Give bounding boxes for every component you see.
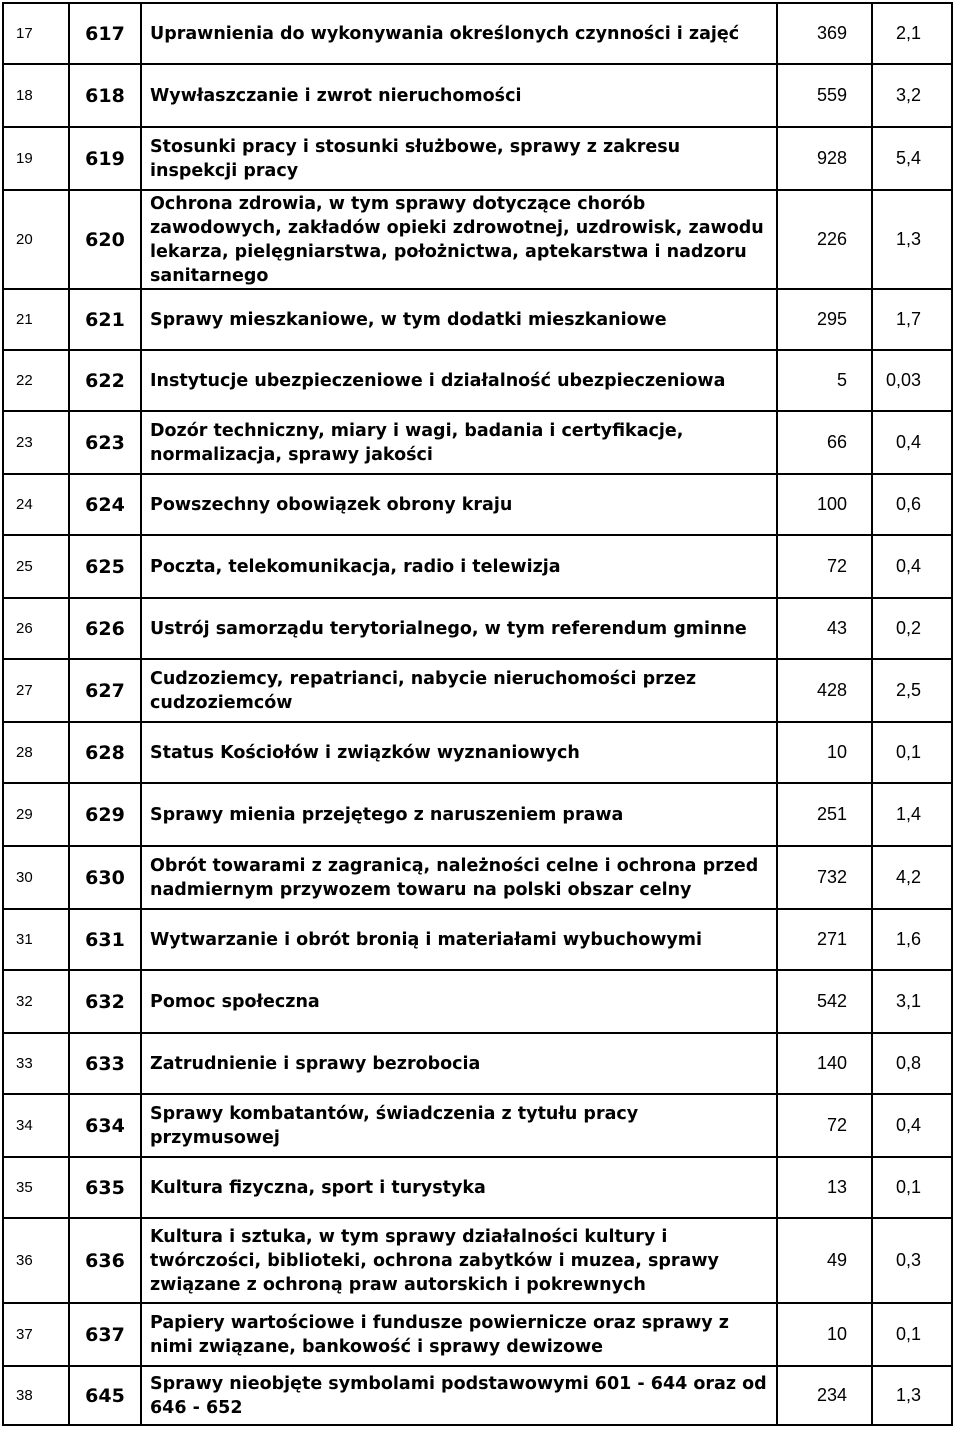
case-description: Poczta, telekomunikacja, radio i telewizja [141,535,777,598]
case-count: 43 [777,598,872,659]
case-description: Zatrudnienie i sprawy bezrobocia [141,1033,777,1094]
table-row [3,846,952,909]
case-count: 295 [777,289,872,350]
case-description: Obrót towarami z zagranicą, należności celne i ochrona przed nadmiernym przywozem towaru na polski obszar celny [141,846,777,909]
case-count: 49 [777,1218,872,1303]
symbol-code: 625 [69,535,141,598]
row-number: 19 [3,127,69,190]
table-row [3,783,952,846]
row-number: 25 [3,535,69,598]
case-description: Instytucje ubezpieczeniowe i działalność ubezpieczeniowa [141,350,777,411]
case-count: 251 [777,783,872,846]
case-description: Powszechny obowiązek obrony kraju [141,474,777,535]
table-row [3,474,952,535]
row-number: 21 [3,289,69,350]
case-count: 13 [777,1157,872,1218]
case-count: 100 [777,474,872,535]
case-count: 140 [777,1033,872,1094]
case-percent: 1,4 [872,783,952,846]
symbol-code: 627 [69,659,141,722]
row-number: 36 [3,1218,69,1303]
cases-table [2,2,953,1426]
case-percent: 2,1 [872,3,952,64]
case-description: Dozór techniczny, miary i wagi, badania i certyfikacje, normalizacja, sprawy jakości [141,411,777,474]
table-row [3,1366,952,1425]
table-row [3,909,952,970]
case-count: 732 [777,846,872,909]
table-row [3,970,952,1033]
case-count: 10 [777,722,872,783]
case-description: Uprawnienia do wykonywania określonych czynności i zajęć [141,3,777,64]
row-number: 35 [3,1157,69,1218]
symbol-code: 636 [69,1218,141,1303]
table-row [3,1033,952,1094]
symbol-code: 631 [69,909,141,970]
table-row [3,289,952,350]
table-row [3,598,952,659]
case-percent: 0,03 [872,350,952,411]
symbol-code: 635 [69,1157,141,1218]
case-percent: 3,2 [872,64,952,127]
symbol-code: 645 [69,1366,141,1425]
table-row [3,722,952,783]
table-row [3,350,952,411]
case-percent: 0,1 [872,1157,952,1218]
case-percent: 4,2 [872,846,952,909]
case-description: Sprawy mieszkaniowe, w tym dodatki mieszkaniowe [141,289,777,350]
case-description: Wywłaszczanie i zwrot nieruchomości [141,64,777,127]
case-description: Ochrona zdrowia, w tym sprawy dotyczące chorób zawodowych, zakładów opieki zdrowotnej, uzdrowisk, zawodu lekarza, pielęgniarstwa, położnictwa, aptekarstwa i nadzoru sanitarnego [141,190,777,289]
table-body [3,3,952,1425]
case-count: 428 [777,659,872,722]
case-count: 542 [777,970,872,1033]
symbol-code: 624 [69,474,141,535]
row-number: 34 [3,1094,69,1157]
case-count: 10 [777,1303,872,1366]
case-percent: 5,4 [872,127,952,190]
symbol-code: 633 [69,1033,141,1094]
case-description: Sprawy mienia przejętego z naruszeniem prawa [141,783,777,846]
row-number: 38 [3,1366,69,1425]
symbol-code: 628 [69,722,141,783]
row-number: 37 [3,1303,69,1366]
symbol-code: 629 [69,783,141,846]
symbol-code: 632 [69,970,141,1033]
symbol-code: 630 [69,846,141,909]
case-description: Papiery wartościowe i fundusze powiernicze oraz sprawy z nimi związane, bankowość i sprawy dewizowe [141,1303,777,1366]
case-percent: 0,1 [872,1303,952,1366]
case-count: 72 [777,1094,872,1157]
case-percent: 1,3 [872,190,952,289]
case-percent: 0,4 [872,535,952,598]
case-percent: 0,1 [872,722,952,783]
row-number: 33 [3,1033,69,1094]
symbol-code: 617 [69,3,141,64]
case-description: Wytwarzanie i obrót bronią i materiałami wybuchowymi [141,909,777,970]
case-count: 928 [777,127,872,190]
table-row [3,411,952,474]
case-count: 271 [777,909,872,970]
case-description: Kultura fizyczna, sport i turystyka [141,1157,777,1218]
case-description: Sprawy nieobjęte symbolami podstawowymi 601 - 644 oraz od 646 - 652 [141,1366,777,1425]
case-description: Sprawy kombatantów, świadczenia z tytułu pracy przymusowej [141,1094,777,1157]
row-number: 26 [3,598,69,659]
row-number: 22 [3,350,69,411]
symbol-code: 622 [69,350,141,411]
case-count: 5 [777,350,872,411]
case-description: Cudzoziemcy, repatrianci, nabycie nieruchomości przez cudzoziemców [141,659,777,722]
case-percent: 1,3 [872,1366,952,1425]
table-row [3,190,952,289]
table-row [3,659,952,722]
row-number: 31 [3,909,69,970]
symbol-code: 626 [69,598,141,659]
case-count: 66 [777,411,872,474]
table-row [3,1094,952,1157]
row-number: 28 [3,722,69,783]
table-row [3,1157,952,1218]
case-percent: 0,4 [872,411,952,474]
case-percent: 0,2 [872,598,952,659]
symbol-code: 637 [69,1303,141,1366]
case-description: Stosunki pracy i stosunki służbowe, sprawy z zakresu inspekcji pracy [141,127,777,190]
symbol-code: 620 [69,190,141,289]
table-row [3,127,952,190]
row-number: 20 [3,190,69,289]
row-number: 18 [3,64,69,127]
case-description: Status Kościołów i związków wyznaniowych [141,722,777,783]
symbol-code: 619 [69,127,141,190]
case-percent: 0,8 [872,1033,952,1094]
case-percent: 3,1 [872,970,952,1033]
case-count: 559 [777,64,872,127]
case-percent: 1,6 [872,909,952,970]
case-count: 72 [777,535,872,598]
case-percent: 0,4 [872,1094,952,1157]
case-description: Kultura i sztuka, w tym sprawy działalności kultury i twórczości, biblioteki, ochrona zabytków i muzea, sprawy związane z ochroną praw autorskich i pokrewnych [141,1218,777,1303]
row-number: 29 [3,783,69,846]
case-percent: 0,3 [872,1218,952,1303]
symbol-code: 618 [69,64,141,127]
symbol-code: 621 [69,289,141,350]
case-count: 369 [777,3,872,64]
case-count: 226 [777,190,872,289]
row-number: 27 [3,659,69,722]
table-row [3,1303,952,1366]
case-percent: 2,5 [872,659,952,722]
symbol-code: 623 [69,411,141,474]
case-percent: 0,6 [872,474,952,535]
case-description: Ustrój samorządu terytorialnego, w tym referendum gminne [141,598,777,659]
table-row [3,3,952,64]
symbol-code: 634 [69,1094,141,1157]
table-row [3,64,952,127]
case-description: Pomoc społeczna [141,970,777,1033]
table-row [3,535,952,598]
row-number: 30 [3,846,69,909]
case-count: 234 [777,1366,872,1425]
row-number: 24 [3,474,69,535]
row-number: 23 [3,411,69,474]
table-row [3,1218,952,1303]
case-percent: 1,7 [872,289,952,350]
row-number: 32 [3,970,69,1033]
row-number: 17 [3,3,69,64]
